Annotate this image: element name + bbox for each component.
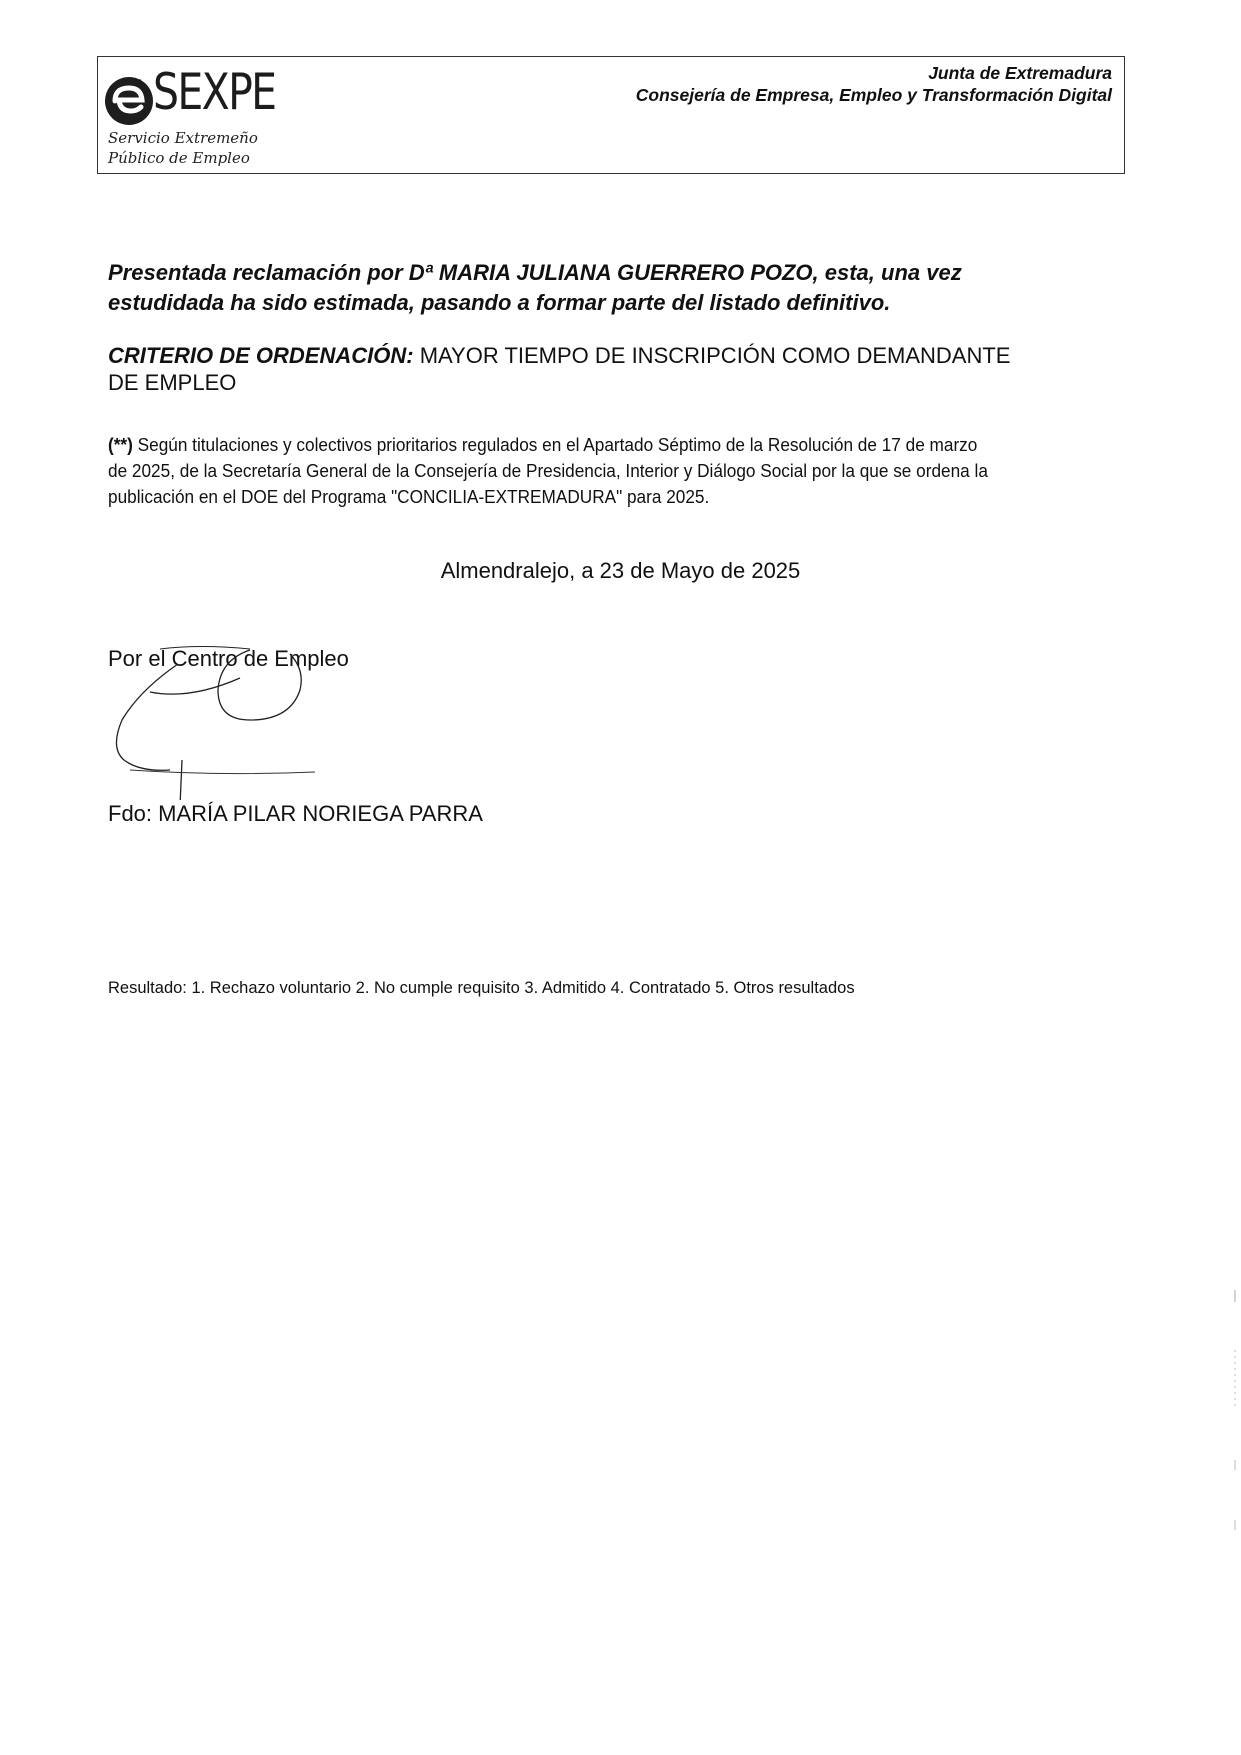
handwritten-signature bbox=[100, 640, 400, 800]
claim-line-2: estudidada ha sido estimada, pasando a formar parte del listado definitivo. bbox=[108, 290, 891, 315]
note-text-1: Según titulaciones y colectivos prioritarios regulados en el Apartado Séptimo de la Resolución de 17 de marzo bbox=[137, 434, 978, 455]
department-name: Consejería de Empresa, Empleo y Transformación Digital bbox=[635, 85, 1112, 105]
result-legend: Resultado: 1. Rechazo voluntario 2. No cumple requisito 3. Admitido 4. Contratado 5. Otros resultados bbox=[108, 979, 855, 997]
document-header bbox=[97, 56, 1125, 174]
sexpe-e-icon bbox=[101, 71, 157, 127]
criterion-line-1 bbox=[108, 342, 1138, 369]
org-name: Junta de Extremadura bbox=[928, 63, 1112, 83]
claim-statement bbox=[108, 258, 1138, 318]
criterion-value: MAYOR TIEMPO DE INSCRIPCIÓN COMO DEMANDANTE bbox=[419, 343, 1011, 368]
note-line-1 bbox=[108, 432, 1131, 458]
footnote-paragraph bbox=[108, 432, 1131, 510]
logo-wordmark: SEXPE bbox=[153, 63, 276, 121]
sexpe-logo bbox=[101, 63, 301, 168]
logo-subtitle-line2: Público de Empleo bbox=[108, 149, 250, 167]
note-line-3: publicación en el DOE del Programa "CONCILIA-EXTREMADURA" para 2025. bbox=[108, 486, 710, 507]
criterion-line-2: DE EMPLEO bbox=[108, 370, 237, 395]
signatory-office: Por el Centro de Empleo bbox=[108, 646, 349, 671]
logo-subtitle-line1: Servicio Extremeño bbox=[108, 129, 258, 147]
place-and-date: Almendralejo, a 23 de Mayo de 2025 bbox=[440, 558, 801, 583]
note-line-2: de 2025, de la Secretaría General de la Consejería de Presidencia, Interior y Diálogo Social por la que se ordena la bbox=[108, 460, 988, 481]
note-marker: (**) bbox=[108, 434, 133, 455]
organization-block bbox=[636, 62, 1112, 106]
claim-line-1: Presentada reclamación por Dª MARIA JULIANA GUERRERO POZO, esta, una vez bbox=[108, 260, 962, 285]
ordering-criterion bbox=[108, 342, 1138, 396]
scan-edge-marks bbox=[1233, 1290, 1237, 1540]
signatory-name: Fdo: MARÍA PILAR NORIEGA PARRA bbox=[108, 801, 483, 826]
criterion-label: CRITERIO DE ORDENACIÓN: bbox=[108, 343, 414, 368]
